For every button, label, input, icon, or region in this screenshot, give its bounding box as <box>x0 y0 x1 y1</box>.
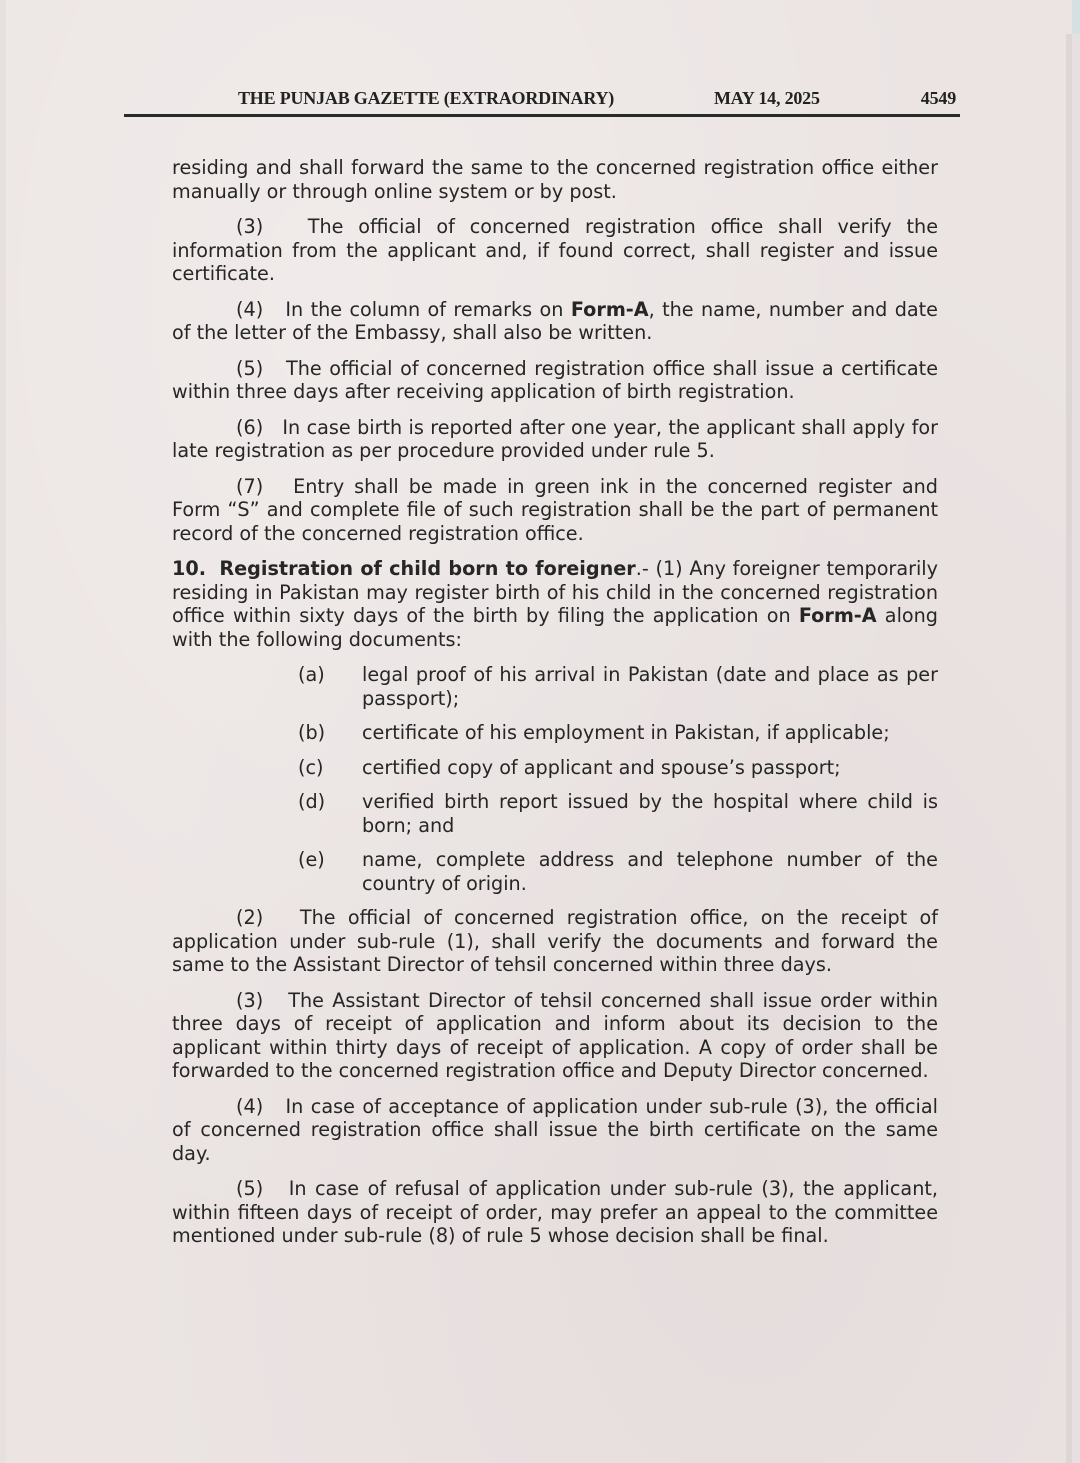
paragraph-5: (5) The official of concerned registration office shall issue a certificate within three days after receiving application of birth registration. <box>172 356 938 403</box>
list-item: (c) certified copy of applicant and spouse’s passport; <box>298 755 841 779</box>
paragraph-7: (7) Entry shall be made in green ink in the concerned register and Form “S” and complete file of such registration shall be the part of permanent record of the concerned registration office. <box>172 474 938 545</box>
subrule-5: (5) In case of refusal of application under sub-rule (3), the applicant, within fifteen days of receipt of order, may prefer an appeal to the committee mentioned under sub-rule (8) of rule 5 whose decision shall be final. <box>172 1177 938 1247</box>
form-a-reference: Form-A <box>798 604 877 627</box>
paragraph-6: (6) In case birth is reported after one year, the applicant shall apply for late registration as per procedure provided under rule 5. <box>172 415 938 462</box>
gazette-title: THE PUNJAB GAZETTE (EXTRAORDINARY) <box>238 88 615 108</box>
section-number: 10. <box>172 557 206 580</box>
page-number: 4549 <box>920 88 956 108</box>
section-heading: Registration of child born to foreigner <box>219 557 636 580</box>
document-body <box>172 156 938 1260</box>
paragraph-3: (3) The official of concerned registration office shall verify the information from the applicant and, if found correct, shall register and issue certificate. <box>172 215 938 285</box>
list-item: (e) name, complete address and telephone number of the country of origin. <box>298 848 938 895</box>
page-edge <box>1066 34 1072 1463</box>
list-item: (b) certificate of his employment in Pakistan, if applicable; <box>298 721 890 744</box>
header-rule <box>124 114 960 117</box>
subrule-2: (2) The official of concerned registration office, on the receipt of application under sub-rule (1), shall verify the documents and forward the same to the Assistant Director of tehsil concerned within three days. <box>172 906 938 976</box>
list-item: (a) legal proof of his arrival in Pakistan (date and place as per passport); <box>298 663 938 710</box>
form-a-reference: Form-A <box>570 297 649 321</box>
paragraph-4: (4) In the column of remarks on Form-A, the name, number and date of the letter of the Embassy, shall also be written. <box>172 297 938 344</box>
gazette-date: MAY 14, 2025 <box>714 88 820 108</box>
list-item: (d) verified birth report issued by the hospital where child is born; and <box>298 790 938 837</box>
subrule-4: (4) In case of acceptance of application under sub-rule (3), the official of concerned registration office shall issue the birth certificate on the same day. <box>172 1094 938 1165</box>
subrule-3: (3) The Assistant Director of tehsil concerned shall issue order within three days of receipt of application and inform about its decision to the applicant within thirty days of receipt of application. A copy of order shall be forwarded to the concerned registration office and Deputy Director concerned. <box>172 988 938 1082</box>
section-10: 10. Registration of child born to foreigner.- (1) Any foreigner temporarily residing in Pakistan may register birth of his child in the concerned registration office within sixty days of the birth by filing the application on Form-A along with the following documents: <box>172 557 938 651</box>
paragraph-continued: residing and shall forward the same to the concerned registration office either manually or through online system or by post. <box>172 156 938 203</box>
